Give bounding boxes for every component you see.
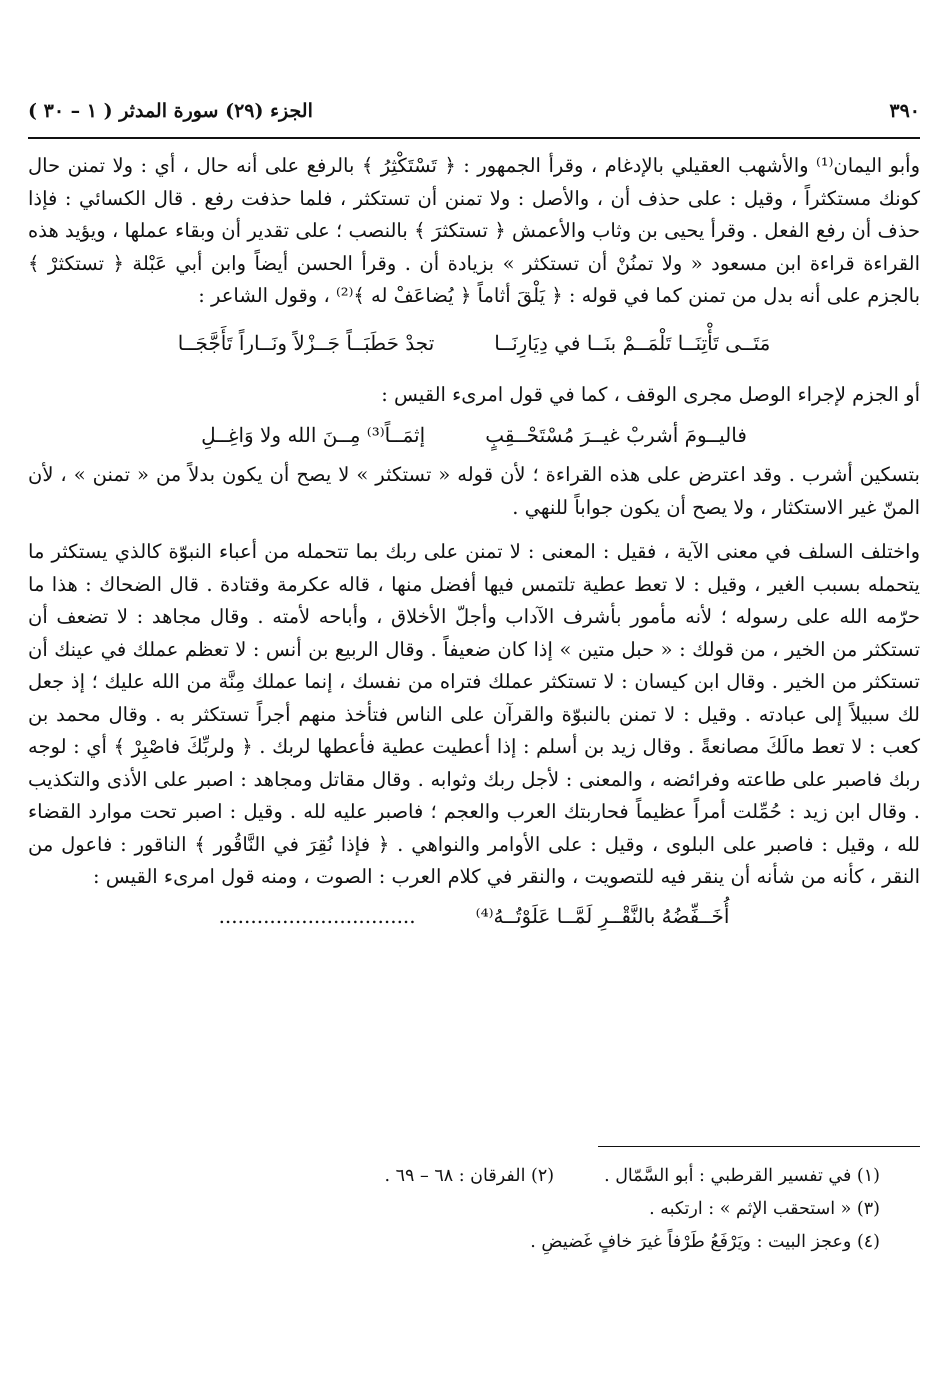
- paragraph-spacer: [28, 524, 920, 536]
- footnote-3: (٣) « استحقب الإثم » : ارتكبه .: [649, 1199, 880, 1219]
- footnote-2: (٢) الفرقان : ٦٨ – ٦٩ .: [384, 1166, 555, 1186]
- footnote-row-2: [80, 1193, 880, 1226]
- header-divider: [28, 137, 920, 139]
- verse-3-first-hemistich: أُخَــفِّضُهُ بالنَّقْــرِ لَمَّــا عَلَوْتُــهُ⁽⁴⁾: [475, 903, 730, 928]
- verse-1: [28, 323, 920, 363]
- footnote-4: (٤) وعجز البيت : ويَرْفَعُ طَرْفاً غيرَ خافٍ غَضيضِ .: [530, 1232, 880, 1252]
- page-header: [28, 96, 920, 126]
- footnote-row-3: [80, 1226, 880, 1259]
- footnote-row-1: [80, 1160, 880, 1193]
- paragraph-2: أو الجزم لإجراء الوصل مجرى الوقف ، كما في قول امرىء القيس :: [381, 382, 920, 406]
- footnote-1: (١) في تفسير القرطبي : أبو السَّمّال .: [604, 1166, 880, 1186]
- paragraph-3: بتسكين أشرب . وقد اعترض على هذه القراءة ؛ لأن قوله « تستكثر » لا يصح أن يكون بدلاً من « تمنن » ، لأن المنّ غير الاستكثار ، ولا يصح أن يكون جواباً للنهي .: [28, 463, 920, 519]
- verse-2: [28, 415, 920, 455]
- paragraph-4: واختلف السلف في معنى الآية ، فقيل : المعنى : لا تمنن على ربك بما تتحمله من أعباء النبوّة كالذي يستكثر ما يتحمله بسبب الغير ، وقيل : لا تعط عطية تلتمس فيها أفضل منها ، قاله عكرمة وقتادة . قال الضحاك : هذا ما حرّمه الله على رسوله ؛ لأنه مأمور بأشرف الآداب وأجلّ الأخلاق ، وأباحه لأمته . وقال مجاهد : لا تضعف أن تستكثر من الخير ، من قولك : « حبل متين » إذا كان ضعيفاً . وقال الربيع بن أنس : لا تعظم عملك في عينك أن تستكثر من الخير . وقال ابن كيسان : لا تستكثر عملك فتراه من نفسك ، إنما عملك مِنَّة من الله عليك ؛ إذ جعل لك سبيلاً إلى عبادته . وقيل : لا تمنن بالنبوّة والقرآن على الناس فتأخذ منهم أجراً تستكثر به . وقال محمد بن كعب : لا تعط مالَكَ مصانعةً . وقال زيد بن أسلم : إذا أعطيت عطية فأعطها لربك . ﴿ ولربِّكَ فاصْبِرْ ﴾ أي : لوجه ربك فاصبر على طاعته وفرائضه ، والمعنى : لأجل ربك وثوابه . وقال مقاتل ومجاهد : اصبر على الأذى والتكذيب . وقال ابن زيد : حُمِّلت أمراً عظيماً فحاربتك العرب والعجم ؛ فاصبر عليه لله . وقيل : اصبر تحت موارد القضاء لله ، وقيل : فاصبر على البلوى ، وقيل : على الأوامر والنواهي . ﴿ فإذا نُقِرَ في النَّاقُور ﴾ الناقور : فاعول من النقر ، كأنه من شأنه أن ينقر فيه للتصويت ، والنقر في كلام العرب : الصوت ، ومنه قول امرىء القيس :: [28, 540, 921, 888]
- verse-1-second-hemistich: تجدْ حَطَبَــاً جَــزْلاً ونَــاراً تَأَجَّجَــا: [177, 330, 435, 355]
- verse-3-ellipsis: ...............................: [218, 903, 416, 928]
- verse-3: [28, 896, 920, 936]
- page-number: ٣٩٠: [889, 100, 920, 122]
- verse-2-first-hemistich: فاليــومَ أشربْ غيــرَ مُسْتَحْــقِبٍ: [485, 423, 747, 447]
- footnote-divider: [598, 1146, 920, 1147]
- verse-2-second-hemistich: إثمَــاً⁽³⁾ مِــنَ الله ولا وَاغِــلِ: [201, 423, 426, 447]
- main-text: [28, 150, 920, 936]
- verse-1-first-hemistich: مَتَــى تَأْتِنَــا تَلْمَــمْ بنَــا في دِيَارِنَــا: [494, 330, 771, 355]
- running-title: الجزء (٢٩) سورة المدثر ( ١ – ٣٠ ): [28, 100, 313, 122]
- footnotes: [80, 1160, 880, 1259]
- paragraph-1: وأبو اليمان⁽¹⁾ والأشهب العقيلي بالإدغام ، وقرأ الجمهور : ﴿ تَسْتَكْثِرُ ﴾ بالرفع على أنه حال ، أي : ولا تمنن حال كونك مستكثراً ، وقيل : على حذف أن ، والأصل : ولا تمنن أن تستكثر ، فلما حذفت رفع . قال الكسائي : فإذا حذف أن رفع الفعل . وقرأ يحيى بن وثاب والأعمش ﴿ تستكثرَ ﴾ بالنصب ؛ على تقدير أن وبقاء عملها ، ويؤيد هذه القراءة قراءة ابن مسعود « ولا تمنُنْ أن تستكثر » بزيادة أن . وقرأ الحسن أيضاً وابن أبي عَبْلة ﴿ تستكثرْ ﴾ بالجزم على أنه بدل من تمنن كما في قوله : ﴿ يَلْقَ أثاماً ﴿ يُضاعَفْ له ﴾⁽²⁾ ، وقول الشاعر :: [28, 154, 920, 307]
